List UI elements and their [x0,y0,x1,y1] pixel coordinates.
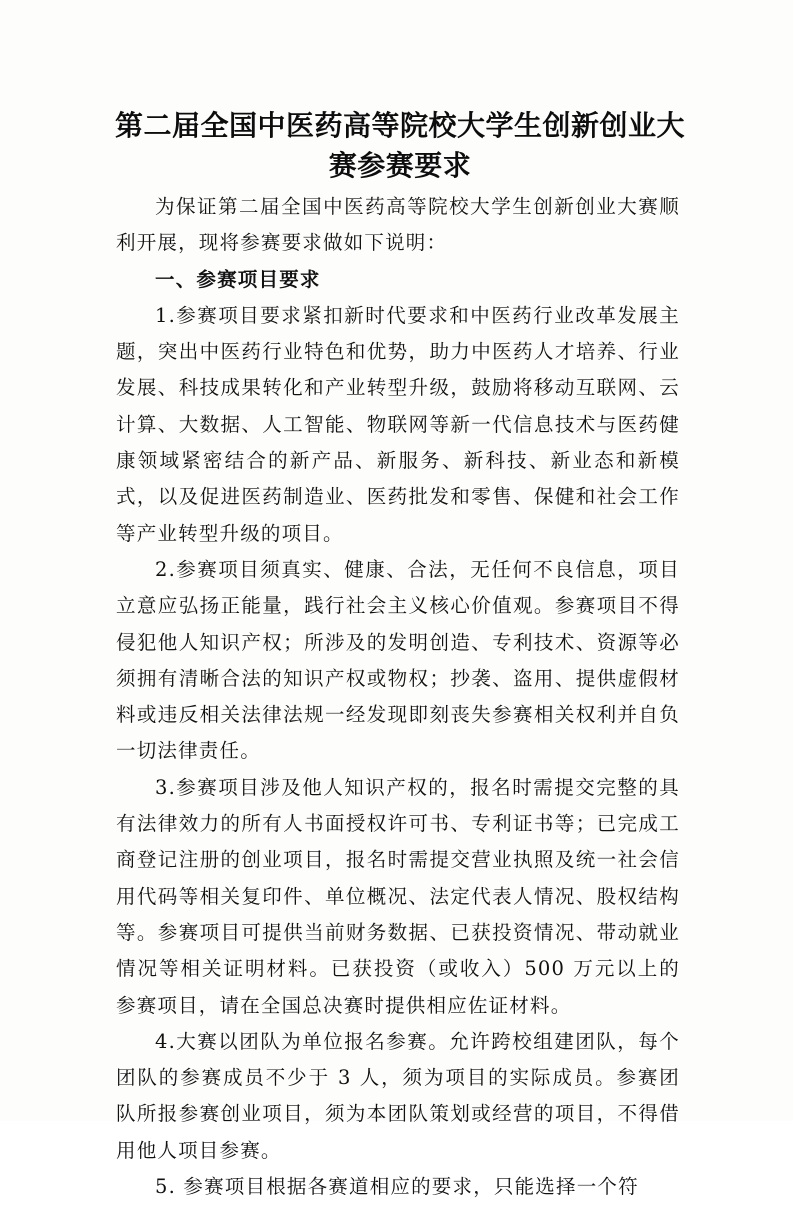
requirement-item-2: 2.参赛项目须真实、健康、合法，无任何不良信息，项目立意应弘扬正能量，践行社会主义核心价值观。参赛项目不得侵犯他人知识产权；所涉及的发明创造、专利技术、资源等必须拥有清晰合法的知识产权或物权；抄袭、盗用、提供虚假材料或违反相关法律法规一经发现即刻丧失参赛相关权利并自负一切法律责任。 [116,557,680,763]
document-title-line-1: 第二届全国中医药高等院校大学生创新创业大 [114,109,685,142]
document-title-line-2: 赛参赛要求 [328,149,472,182]
section-heading: 一、参赛项目要求 [155,267,321,291]
requirement-item-1: 1.参赛项目要求紧扣新时代要求和中医药行业改革发展主题，突出中医药行业特色和优势，助力中医药人才培养、行业发展、科技成果转化和产业转型升级，鼓励将移动互联网、云计算、大数据、人工智能、物联网等新一代信息技术与医药健康领域紧密结合的新产品、新服务、新科技、新业态和新模式，以及促进医药制造业、医药批发和零售、保健和社会工作等产业转型升级的项目。 [116,303,680,545]
document-body [116,189,680,1205]
requirement-item-5: 5. 参赛项目根据各赛道相应的要求，只能选择一个符 [155,1175,639,1199]
requirement-item-3: 3.参赛项目涉及他人知识产权的，报名时需提交完整的具有法律效力的所有人书面授权许可书、专利证书等；已完成工商登记注册的创业项目，报名时需提交营业执照及统一社会信用代码等相关复印件、单位概况、法定代表人情况、股权结构等。参赛项目可提供当前财务数据、已获投资情况、带动就业情况等相关证明材料。已获投资（或收入）500 万元以上的参赛项目，请在全国总决赛时提供相应佐证材料。 [116,775,680,1017]
requirement-item-4: 4.大赛以团队为单位报名参赛。允许跨校组建团队，每个团队的参赛成员不少于 3 人，须为项目的实际成员。参赛团队所报参赛创业项目，须为本团队策划或经营的项目，不得借用他人项目参赛。 [116,1029,680,1162]
intro-paragraph: 为保证第二届全国中医药高等院校大学生创新创业大赛顺利开展，现将参赛要求做如下说明： [116,195,680,255]
